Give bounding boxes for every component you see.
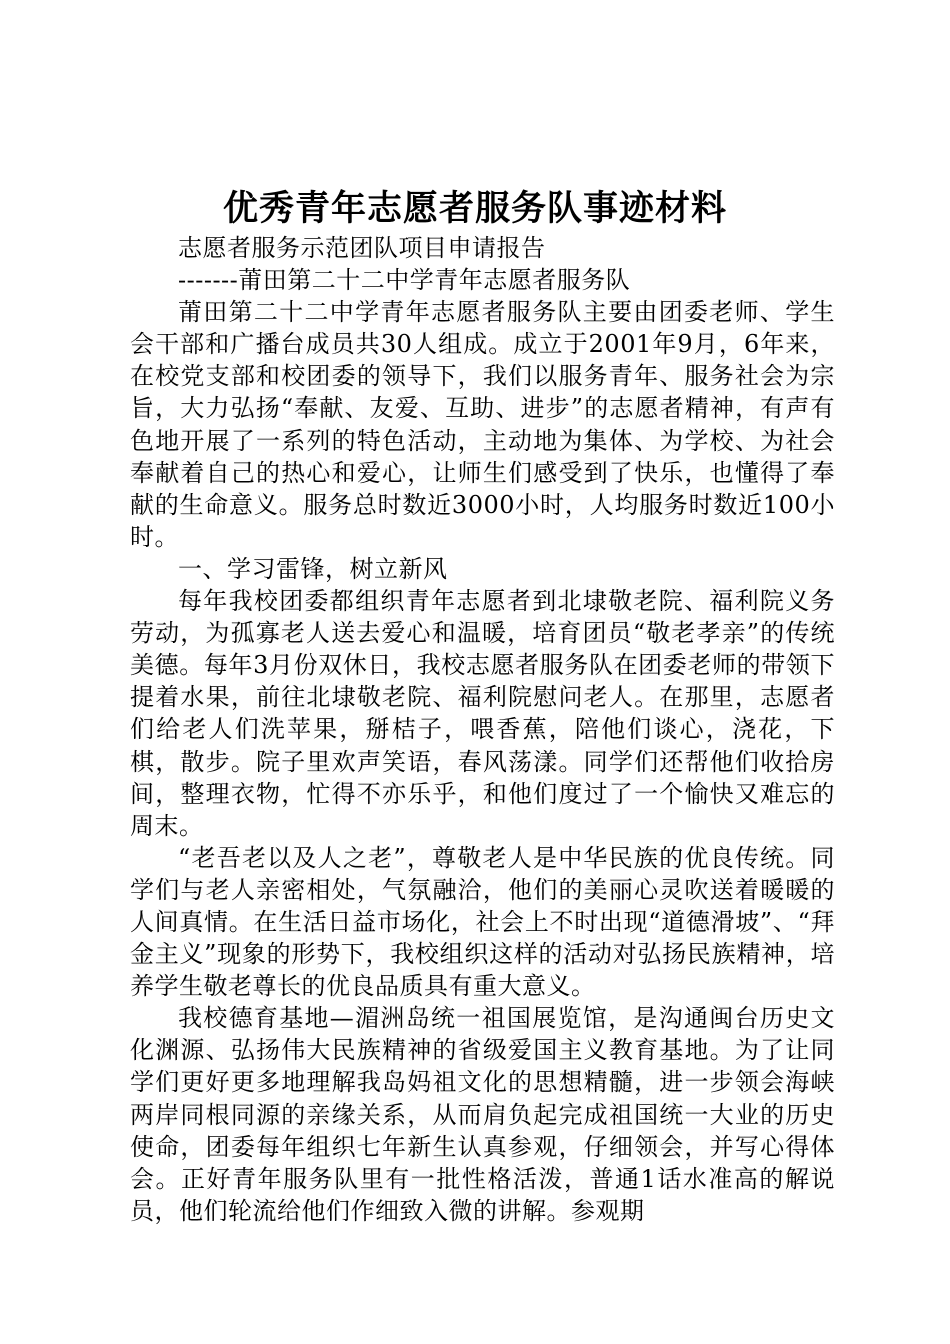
paragraph: 我校德育基地—湄洲岛统一祖国展览馆，是沟通闽台历史文化渊源、弘扬伟大民族精神的省级爱国主义教育基地。为了让同学们更好更多地理解我岛妈祖文化的思想精髓，进一步领会海峡两岸同根同源的亲缘关系，从而肩负起完成祖国统一大业的历史使命，团委每年组织七年新生认真参观，仔细领会，并写心得体会。正好青年服务队里有一批性格活泼，普通1话水准高的解说员，他们轮流给他们作细致入微的讲解。参观期 — [130, 1004, 835, 1225]
paragraph-organization: -------莆田第二十二中学青年志愿者服务队 — [178, 266, 631, 295]
paragraph-subtitle: 志愿者服务示范团队项目申请报告 — [178, 234, 546, 262]
document-title: 优秀青年志愿者服务队事迹材料 — [222, 188, 727, 229]
section-heading: 一、学习雷锋，树立新风 — [178, 554, 448, 583]
document-body — [130, 232, 835, 1227]
paragraph-introduction: 莆田第二十二中学青年志愿者服务队主要由团委老师、学生会干部和广播台成员共30人组成。成立于2001年9月，6年来，在校党支部和校团委的领导下，我们以服务青年、服务社会为宗旨，大力弘扬“奉献、友爱、互助、进步”的志愿者精神，有声有色地开展了一系列的特色活动，主动地为集体、为学校、为社会奉献着自己的热心和爱心，让师生们感受到了快乐，也懂得了奉献的生命意义。服务总时数近3000小时，人均服务时数近100小时。 — [130, 298, 835, 551]
paragraph: 每年我校团委都组织青年志愿者到北埭敬老院、福利院义务劳动，为孤寡老人送去爱心和温暖，培育团员“敬老孝亲”的传统美德。每年3月份双休日，我校志愿者服务队在团委老师的带领下提着水果，前往北埭敬老院、福利院慰问老人。在那里，志愿者们给老人们洗苹果，掰桔子，喂香蕉，陪他们谈心，浇花，下棋，散步。院子里欢声笑语，春风荡漾。同学们还帮他们收拾房间，整理衣物，忙得不亦乐乎，和他们度过了一个愉快又难忘的周末。 — [130, 587, 835, 840]
paragraph: “老吾老以及人之老”，尊敬老人是中华民族的优良传统。同学们与老人亲密相处，气氛融洽，他们的美丽心灵吹送着暖暖的人间真情。在生活日益市场化，社会上不时出现“道德滑坡”、“拜金主义”现象的形势下，我校组织这样的活动对弘扬民族精神，培养学生敬老尊长的优良品质具有重大意义。 — [130, 843, 835, 1001]
